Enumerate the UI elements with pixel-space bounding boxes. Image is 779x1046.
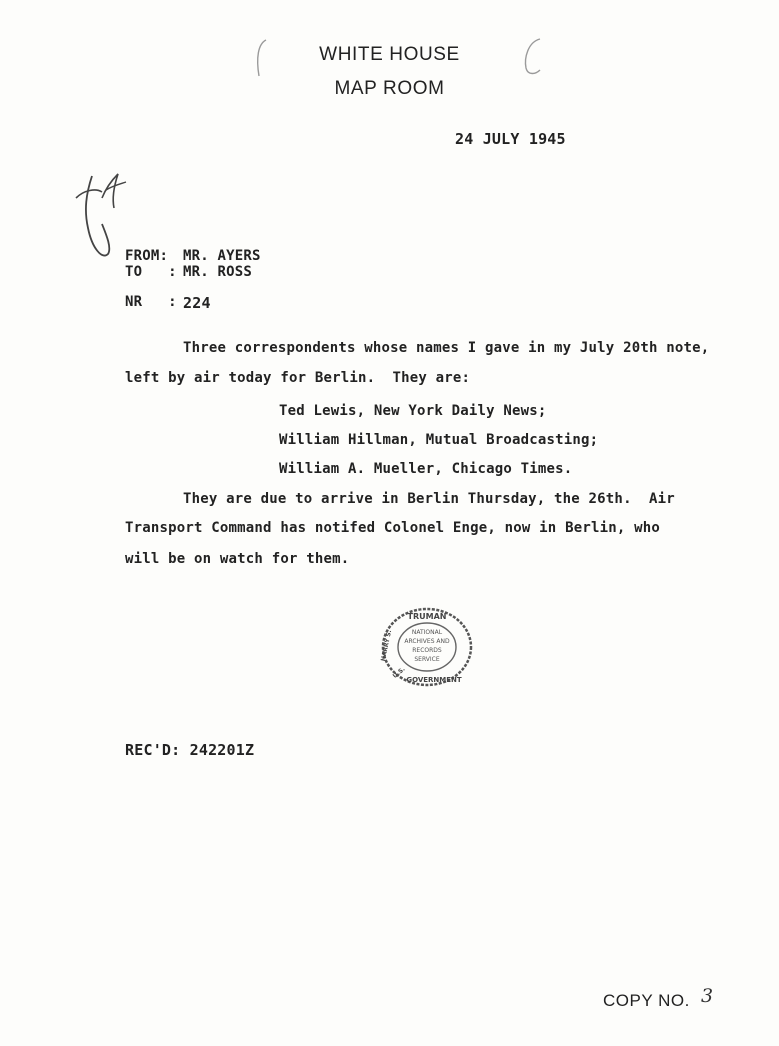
seal-text: RECORDS: [412, 647, 442, 654]
seal-text: NATIONAL: [411, 629, 443, 636]
nr-label: NR :: [125, 294, 177, 310]
body-line: will be on watch for them.: [125, 551, 350, 567]
seal-text: GOVERNMENT: [406, 676, 462, 684]
body-line: They are due to arrive in Berlin Thursday, the 26th. Air: [183, 491, 675, 507]
copy-label: COPY NO.: [603, 991, 690, 1010]
copy-number: 3: [701, 985, 714, 1007]
seal-text: SERVICE: [414, 656, 440, 663]
body-line: left by air today for Berlin. They are:: [125, 370, 471, 386]
to-value: MR. ROSS: [183, 264, 253, 280]
archives-seal-icon: [380, 606, 474, 688]
from-label: FROM:: [125, 248, 169, 264]
seal-text: HARRY S.: [380, 629, 394, 662]
body-line: Transport Command has notifed Colonel Enge, now in Berlin, who: [125, 520, 660, 536]
seal-text: ARCHIVES AND: [404, 638, 450, 645]
correspondent-name: William Hillman, Mutual Broadcasting;: [279, 432, 599, 448]
header-title: WHITE HOUSE: [319, 44, 460, 65]
body-line: Three correspondents whose names I gave in my July 20th note,: [183, 340, 710, 356]
from-value: MR. AYERS: [183, 248, 261, 264]
nr-value: 224: [183, 294, 211, 312]
correspondent-name: Ted Lewis, New York Daily News;: [279, 403, 547, 419]
header-subtitle: MAP ROOM: [334, 78, 445, 99]
correspondent-name: William A. Mueller, Chicago Times.: [279, 461, 573, 477]
received-timestamp: REC'D: 242201Z: [125, 741, 255, 759]
to-label: TO :: [125, 264, 177, 280]
handwritten-initials-icon: [62, 168, 130, 268]
seal-text: TRUMAN: [407, 612, 447, 621]
document-date: 24 JULY 1945: [455, 130, 566, 148]
seal-text: U.S.: [391, 665, 407, 680]
